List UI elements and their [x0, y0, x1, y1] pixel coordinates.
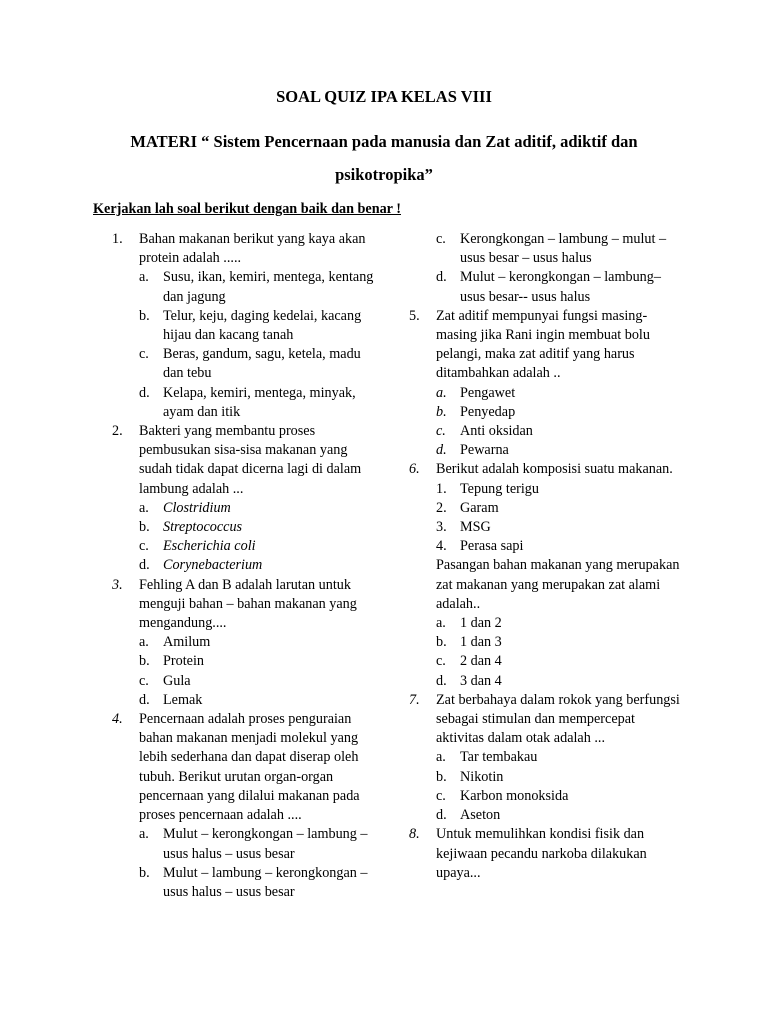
- answer-option: [112, 518, 380, 537]
- question-item: [409, 307, 681, 384]
- item-marker: d.: [436, 672, 447, 689]
- item-marker: b.: [436, 403, 447, 420]
- item-marker: 3.: [436, 519, 447, 536]
- item-text: Kelapa, kemiri, mentega, minyak, ayam dan itik: [163, 384, 356, 420]
- item-text: Tar tembakau: [460, 749, 538, 766]
- question-item: [409, 460, 681, 479]
- item-marker: c.: [139, 672, 149, 689]
- item-text: Mulut – lambung – kerongkongan – usus halus – usus besar: [163, 864, 368, 900]
- answer-option: [112, 307, 380, 345]
- answer-option: [112, 652, 380, 671]
- answer-option: [112, 384, 380, 422]
- item-marker: a.: [139, 634, 149, 651]
- item-text: Zat berbahaya dalam rokok yang berfungsi sebagai stimulan dan mempercepat aktivitas dalam otak adalah ...: [436, 691, 680, 747]
- materi-heading: MATERI “ Sistem Pencernaan pada manusia dan Zat aditif, adiktif dan psikotropika”: [130, 132, 638, 184]
- item-marker: 7.: [409, 691, 420, 708]
- item-text: Penyedap: [460, 403, 516, 420]
- item-marker: b.: [139, 519, 150, 536]
- answer-option: [409, 806, 681, 825]
- item-text: Corynebacterium: [163, 557, 263, 574]
- answer-option: [409, 633, 681, 652]
- item-text: Pengawet: [460, 384, 516, 401]
- item-text: Susu, ikan, kemiri, mentega, kentang dan jagung: [163, 269, 374, 305]
- right-column: [409, 230, 681, 883]
- answer-option: [112, 633, 380, 652]
- answer-option: [409, 441, 681, 460]
- item-marker: c.: [436, 231, 446, 247]
- answer-option: [409, 230, 681, 268]
- item-marker: 4.: [436, 538, 447, 555]
- answer-option: [409, 768, 681, 787]
- item-text: 2 dan 4: [460, 653, 502, 670]
- question-text: [409, 556, 681, 614]
- item-text: Garam: [460, 499, 499, 516]
- answer-option: [112, 537, 380, 556]
- item-marker: c.: [436, 423, 446, 440]
- item-text: Untuk memulihkan kondisi fisik dan kejiwaan pecandu narkoba dilakukan upaya...: [436, 826, 647, 881]
- item-marker: 1.: [436, 480, 447, 497]
- item-marker: d.: [139, 384, 150, 401]
- question-item: [112, 422, 380, 499]
- item-marker: a.: [436, 749, 446, 766]
- answer-option: [112, 691, 380, 710]
- item-text: Bahan makanan berikut yang kaya akan protein adalah .....: [139, 231, 366, 267]
- item-text: Fehling A dan B adalah larutan untuk menguji bahan – bahan makanan yang mengandung....: [139, 576, 357, 632]
- item-marker: c.: [436, 787, 446, 804]
- item-text: Pencernaan adalah proses penguraian bahan makanan menjadi molekul yang lebih sederhana dan dapat diserap oleh tubuh. Berikut urutan organ-organ pencernaan yang dilalui makanan pada proses pencernaan adalah ....: [139, 711, 360, 824]
- item-text: MSG: [460, 519, 491, 536]
- question-item: [409, 825, 681, 883]
- question-item: [409, 691, 681, 749]
- answer-option: [409, 748, 681, 767]
- item-text: Berikut adalah komposisi suatu makanan.: [436, 461, 673, 478]
- answer-option: [112, 499, 380, 518]
- item-text: 1 dan 3: [460, 634, 502, 651]
- item-text: Amilum: [163, 634, 211, 651]
- answer-option: [409, 422, 681, 441]
- item-text: Perasa sapi: [460, 538, 524, 555]
- answer-option: [112, 556, 380, 575]
- item-marker: b.: [436, 634, 447, 651]
- item-marker: a.: [139, 826, 149, 843]
- item-text: Lemak: [163, 691, 203, 708]
- answer-option: [112, 672, 380, 691]
- item-text: Bakteri yang membantu proses pembusukan sisa-sisa makanan yang sudah tidak dapat dicerna lagi di dalam lambung adalah ...: [139, 423, 362, 497]
- item-marker: d.: [436, 807, 447, 824]
- item-text: Aseton: [460, 807, 501, 824]
- item-marker: d.: [139, 557, 150, 574]
- answer-option: [409, 537, 681, 556]
- item-text: Tepung terigu: [460, 480, 539, 497]
- item-text: Zat aditif mempunyai fungsi masing-masing jika Rani ingin membuat bolu pelangi, maka zat aditif yang harus ditambahkan adalah ..: [436, 307, 650, 382]
- answer-option: [409, 268, 681, 306]
- answer-option: [409, 672, 681, 691]
- item-marker: b.: [139, 864, 150, 881]
- item-marker: b.: [139, 653, 150, 670]
- item-marker: a.: [436, 384, 447, 401]
- item-marker: 2.: [436, 499, 447, 516]
- answer-option: [112, 825, 380, 863]
- item-text: Clostridium: [163, 499, 231, 516]
- answer-option: [409, 787, 681, 806]
- item-text: Gula: [163, 672, 191, 689]
- item-text: Karbon monoksida: [460, 787, 569, 804]
- answer-option: [112, 864, 380, 902]
- item-marker: 8.: [409, 826, 420, 843]
- item-text: Nikotin: [460, 768, 504, 785]
- item-text: Beras, gandum, sagu, ketela, madu dan tebu: [163, 346, 361, 382]
- question-item: [112, 230, 380, 268]
- answer-option: [409, 480, 681, 499]
- left-column: [112, 230, 380, 902]
- item-marker: b.: [436, 768, 447, 785]
- item-marker: d.: [436, 269, 447, 286]
- item-marker: c.: [436, 653, 446, 670]
- item-marker: d.: [139, 691, 150, 708]
- item-marker: 2.: [112, 423, 123, 440]
- item-text: Pewarna: [460, 442, 509, 459]
- item-marker: a.: [139, 269, 149, 286]
- item-text: Pasangan bahan makanan yang merupakan zat makanan yang merupakan zat alami adalah..: [436, 557, 680, 612]
- answer-option: [409, 499, 681, 518]
- answer-option: [112, 268, 380, 306]
- question-item: [112, 710, 380, 825]
- item-marker: 1.: [112, 231, 123, 247]
- item-marker: d.: [436, 442, 447, 459]
- item-text: Kerongkongan – lambung – mulut – usus besar – usus halus: [460, 231, 667, 267]
- item-text: 3 dan 4: [460, 672, 502, 689]
- item-text: Telur, keju, daging kedelai, kacang hijau dan kacang tanah: [163, 307, 362, 344]
- item-text: Escherichia coli: [163, 538, 256, 555]
- question-item: [112, 576, 380, 634]
- instruction-text: Kerjakan lah soal berikut dengan baik dan benar !: [93, 201, 401, 217]
- item-text: Mulut – kerongkongan – lambung – usus halus – usus besar: [163, 826, 368, 862]
- item-marker: 6.: [409, 461, 420, 478]
- item-marker: b.: [139, 307, 150, 324]
- item-marker: 3.: [112, 576, 123, 593]
- answer-option: [112, 345, 380, 383]
- answer-option: [409, 652, 681, 671]
- item-marker: c.: [139, 538, 149, 555]
- item-marker: 5.: [409, 307, 420, 324]
- item-text: 1 dan 2: [460, 615, 502, 632]
- item-marker: a.: [139, 499, 149, 516]
- item-marker: c.: [139, 346, 149, 363]
- item-marker: a.: [436, 615, 446, 632]
- page-title: SOAL QUIZ IPA KELAS VIII: [276, 87, 492, 106]
- item-text: Anti oksidan: [460, 423, 533, 440]
- item-text: Mulut – kerongkongan – lambung– usus besar-- usus halus: [460, 269, 661, 305]
- answer-option: [409, 403, 681, 422]
- item-text: Protein: [163, 653, 204, 670]
- answer-option: [409, 384, 681, 403]
- item-text: Streptococcus: [163, 519, 243, 536]
- item-marker: 4.: [112, 711, 123, 728]
- answer-option: [409, 518, 681, 537]
- answer-option: [409, 614, 681, 633]
